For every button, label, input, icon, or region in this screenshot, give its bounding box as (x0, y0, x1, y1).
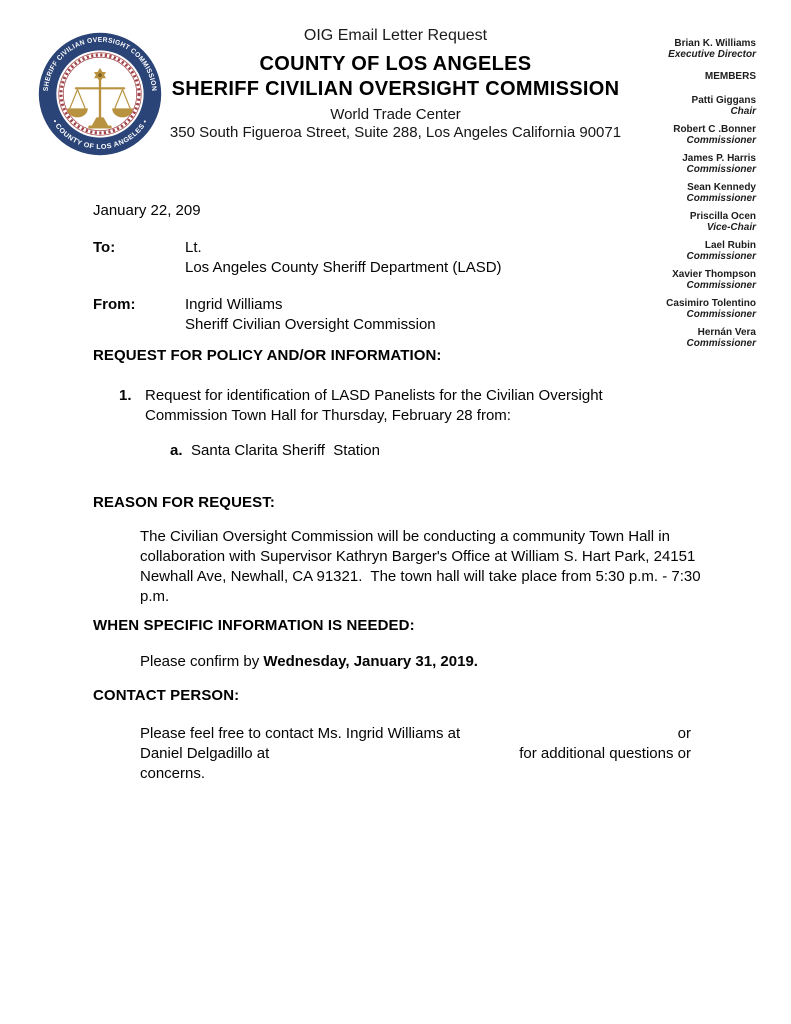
to-organization: Los Angeles County Sheriff Department (LASD) (185, 259, 502, 276)
roster-member (621, 211, 756, 233)
member-title: Commissioner (686, 280, 756, 291)
reason-section-heading: REASON FOR REQUEST: (93, 494, 275, 511)
contact-line1-or: or (677, 725, 691, 742)
member-name: Robert C .Bonner (673, 124, 756, 135)
roster-member (621, 182, 756, 204)
member-name: Brian K. Williams (674, 38, 756, 49)
from-block (93, 295, 693, 335)
seal-ring-text-bottom: • COUNTY OF LOS ANGELES • (50, 118, 150, 151)
contact-line1-text: Please feel free to contact Ms. Ingrid Williams at (140, 725, 461, 742)
member-name: Casimiro Tolentino (666, 298, 756, 309)
when-section-heading: WHEN SPECIFIC INFORMATION IS NEEDED: (93, 617, 415, 634)
item-text: Request for identification of LASD Panelists for the Civilian Oversight Commission Town Hall for Thursday, February 28 from: (145, 387, 603, 424)
to-values (185, 238, 502, 278)
from-sender: Ingrid Williams (185, 296, 283, 313)
to-label: To: (93, 239, 116, 256)
member-name: Xavier Thompson (672, 269, 756, 280)
request-subitem-a (170, 441, 590, 461)
subitem-text: Santa Clarita Sheriff Station (191, 442, 380, 459)
member-title: Commissioner (686, 338, 756, 349)
member-title: Commissioner (686, 251, 756, 262)
member-title: Executive Director (668, 49, 756, 60)
document-type-title: OIG Email Letter Request (303, 27, 488, 44)
confirm-deadline: Wednesday, January 31, 2019. (263, 653, 478, 670)
member-name: Hernán Vera (697, 327, 756, 338)
item-number: 1. (119, 387, 132, 404)
seal-ring-text-top: SHERIFF CIVILIAN OVERSIGHT COMMISSION (42, 36, 158, 92)
roster-executive-director (621, 38, 756, 60)
from-label: From: (93, 296, 136, 313)
reason-paragraph: The Civilian Oversight Commission will be conducting a community Town Hall in collaboration with Supervisor Kathryn Barger's Office at William S. Hart Park, 24151 Newhall Ave, Newhall, CA 91321. The town hall will take place from 5:30 p.m. - 7:30 p.m. (140, 528, 705, 605)
from-values (185, 295, 436, 335)
contact-line-2 (140, 744, 691, 764)
member-name: Priscilla Ocen (689, 211, 756, 222)
org-name-line1: COUNTY OF LOS ANGELES (259, 53, 532, 75)
roster-member (621, 124, 756, 146)
member-title: Commissioner (686, 164, 756, 175)
member-title: Vice-Chair (706, 222, 756, 233)
letter-date: January 22, 209 (93, 202, 201, 219)
member-title: Commissioner (686, 309, 756, 320)
member-name: Lael Rubin (704, 240, 756, 251)
contact-line-1 (140, 724, 691, 744)
member-name: Patti Giggans (691, 95, 756, 106)
contact-line-3: concerns. (140, 765, 206, 782)
from-organization: Sheriff Civilian Oversight Commission (185, 316, 436, 333)
roster-member (621, 95, 756, 117)
org-name-line2: SHERIFF CIVILIAN OVERSIGHT COMMISSION (171, 78, 620, 100)
request-section-heading: REQUEST FOR POLICY AND/OR INFORMATION: (93, 347, 442, 364)
subitem-letter: a. (170, 442, 183, 459)
letterhead (168, 52, 623, 142)
to-recipient: Lt. (185, 239, 202, 256)
member-title: Commissioner (686, 135, 756, 146)
commission-seal (37, 31, 163, 157)
confirm-prefix: Please confirm by (140, 653, 264, 670)
member-name: Sean Kennedy (687, 182, 756, 193)
member-title: Chair (730, 106, 756, 117)
members-label: MEMBERS (704, 71, 756, 82)
contact-line2-text: Daniel Delgadillo at (140, 745, 270, 762)
roster-member (621, 153, 756, 175)
member-title: Commissioner (686, 193, 756, 204)
to-block (93, 238, 693, 278)
contact-line2-tail: for additional questions or (519, 745, 691, 762)
commission-seal-graphic (37, 31, 163, 157)
request-item-1 (119, 386, 664, 426)
contact-paragraph (140, 724, 691, 784)
org-address: 350 South Figueroa Street, Suite 288, Los Angeles California 90071 (169, 124, 622, 141)
contact-section-heading: CONTACT PERSON: (93, 687, 240, 704)
member-name: James P. Harris (682, 153, 756, 164)
org-building: World Trade Center (330, 106, 461, 123)
confirm-line (140, 652, 700, 672)
